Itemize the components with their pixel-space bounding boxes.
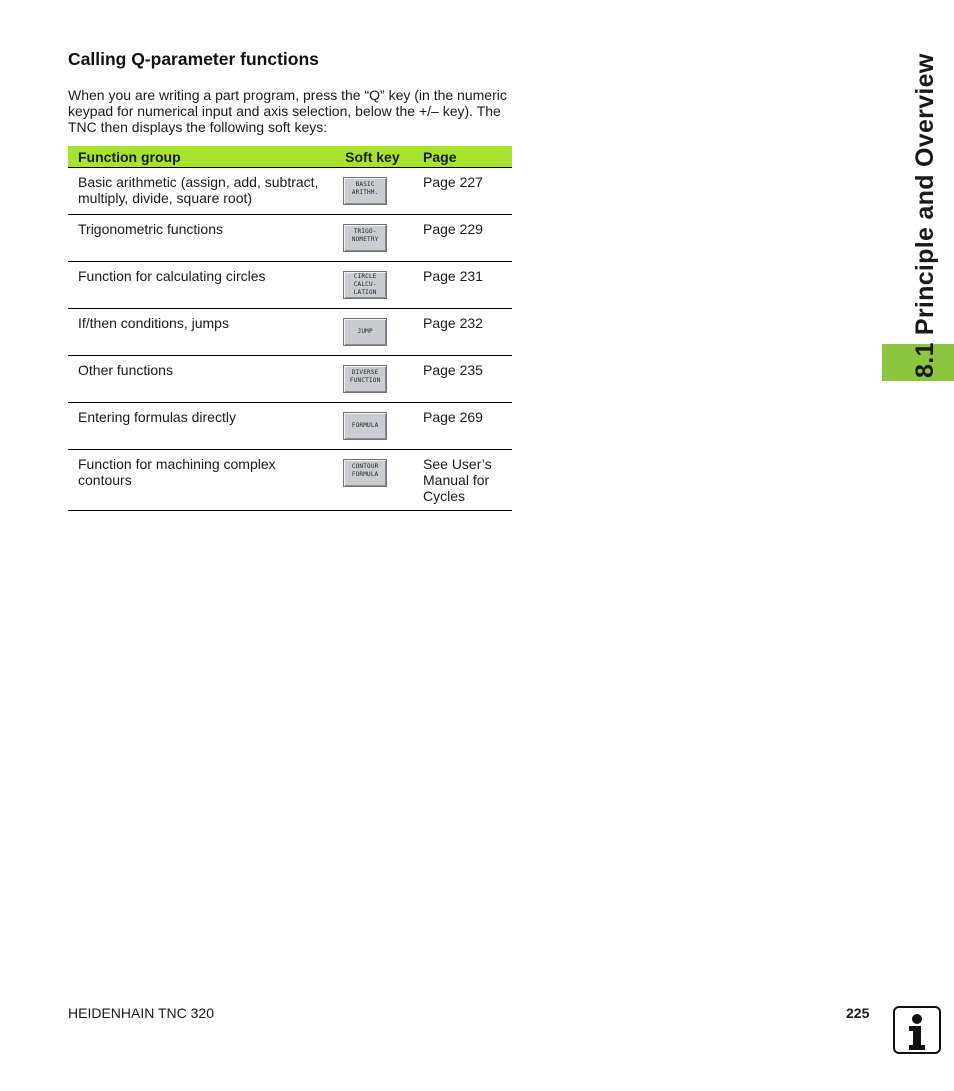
table-row xyxy=(68,403,512,450)
table-row xyxy=(68,309,512,356)
intro-paragraph xyxy=(68,87,518,135)
soft-key-cell xyxy=(335,403,414,450)
info-glyph xyxy=(895,1008,939,1052)
page-ref-cell: Page 229 xyxy=(414,215,512,262)
footer-product: HEIDENHAIN TNC 320 xyxy=(68,1005,215,1021)
page-ref-cell: Page 231 xyxy=(414,262,512,309)
soft-key-cell xyxy=(335,168,414,215)
soft-key-cell xyxy=(335,309,414,356)
diverse-function-softkey[interactable]: DIVERSE FUNCTION xyxy=(343,365,387,393)
chapter-title: 8.1 Principle and Overview xyxy=(911,53,939,378)
table-row xyxy=(68,356,512,403)
soft-key-cell xyxy=(335,356,414,403)
function-group-cell: Function for machining complex contours xyxy=(68,450,335,511)
basic-arithm-softkey[interactable]: BASIC ARITHM. xyxy=(343,177,387,205)
soft-key-cell xyxy=(335,262,414,309)
table-row xyxy=(68,262,512,309)
trigonometry-softkey[interactable]: TRIGO- NOMETRY xyxy=(343,224,387,252)
header-function-group: Function group xyxy=(68,146,335,168)
contour-formula-softkey[interactable]: CONTOUR FORMULA xyxy=(343,459,387,487)
table-row xyxy=(68,168,512,215)
table-row xyxy=(68,450,512,511)
page-ref-cell: Page 227 xyxy=(414,168,512,215)
function-group-cell: Function for calculating circles xyxy=(68,262,335,309)
section-heading: Calling Q-parameter functions xyxy=(68,49,319,69)
page-number: 225 xyxy=(846,1005,870,1021)
function-table xyxy=(68,146,512,511)
header-page: Page xyxy=(414,146,512,168)
circle-calculation-softkey[interactable]: CIRCLE CALCU- LATION xyxy=(343,271,387,299)
function-group-cell: Entering formulas directly xyxy=(68,403,335,450)
function-group-cell: Basic arithmetic (assign, add, subtract, multiply, divide, square root) xyxy=(68,168,335,215)
intro-text: When you are writing a part program, press the “Q” key (in the numeric keypad for numerical input and axis selection, below the +/– key). The TNC then displays the following soft keys: xyxy=(68,87,507,135)
page-ref-cell: Page 232 xyxy=(414,309,512,356)
header-soft-key: Soft key xyxy=(335,146,414,168)
formula-softkey[interactable]: FORMULA xyxy=(343,412,387,440)
function-group-cell: Other functions xyxy=(68,356,335,403)
table-header-row xyxy=(68,146,512,168)
function-group-cell: If/then conditions, jumps xyxy=(68,309,335,356)
soft-key-cell xyxy=(335,215,414,262)
info-icon xyxy=(893,1006,941,1054)
soft-key-cell xyxy=(335,450,414,511)
page-ref-cell: Page 235 xyxy=(414,356,512,403)
page-ref-cell: See User’s Manual for Cycles xyxy=(414,450,512,511)
function-group-cell: Trigonometric functions xyxy=(68,215,335,262)
table-row xyxy=(68,215,512,262)
jump-softkey[interactable]: JUMP xyxy=(343,318,387,346)
page-ref-cell: Page 269 xyxy=(414,403,512,450)
